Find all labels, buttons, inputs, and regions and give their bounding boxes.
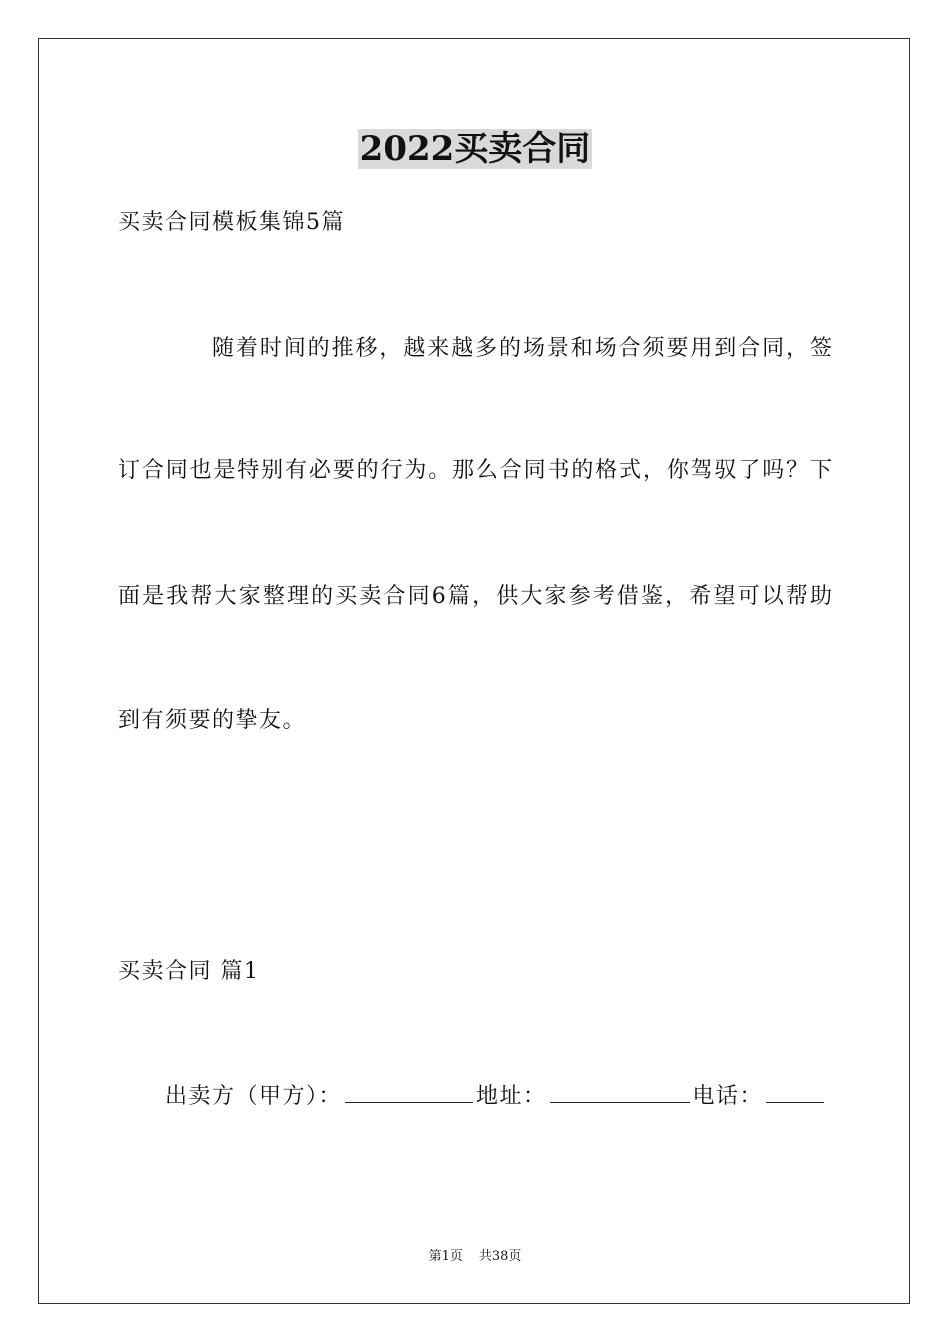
section-heading: 买卖合同 篇1 <box>118 959 260 984</box>
page-footer <box>0 1247 950 1267</box>
phone-label: 电话： <box>692 1084 764 1109</box>
party-fields-row <box>165 1080 827 1112</box>
phone-blank-field <box>766 1080 824 1103</box>
paragraph-line-3: 面是我帮大家整理的买卖合同6篇，供大家参考借鉴，希望可以帮助 <box>118 584 832 609</box>
document-title <box>0 124 950 174</box>
seller-label: 出卖方（甲方）： <box>165 1084 343 1109</box>
paragraph-line-1: 随着时间的推移，越来越多的场景和场合须要用到合同，签 <box>212 336 832 361</box>
address-label: 地址： <box>476 1084 547 1109</box>
document-subtitle: 买卖合同模板集锦5篇 <box>118 210 345 235</box>
address-blank-field <box>550 1080 690 1103</box>
page-total: 共38页 <box>478 1249 522 1264</box>
paragraph-line-2: 订合同也是特别有必要的行为。那么合同书的格式，你驾驭了吗？下 <box>118 458 832 483</box>
seller-blank-field <box>345 1080 473 1103</box>
page-number: 第1页 <box>428 1249 463 1264</box>
document-title-text: 2022买卖合同 <box>359 129 591 169</box>
paragraph-line-4: 到有须要的挚友。 <box>118 708 307 733</box>
